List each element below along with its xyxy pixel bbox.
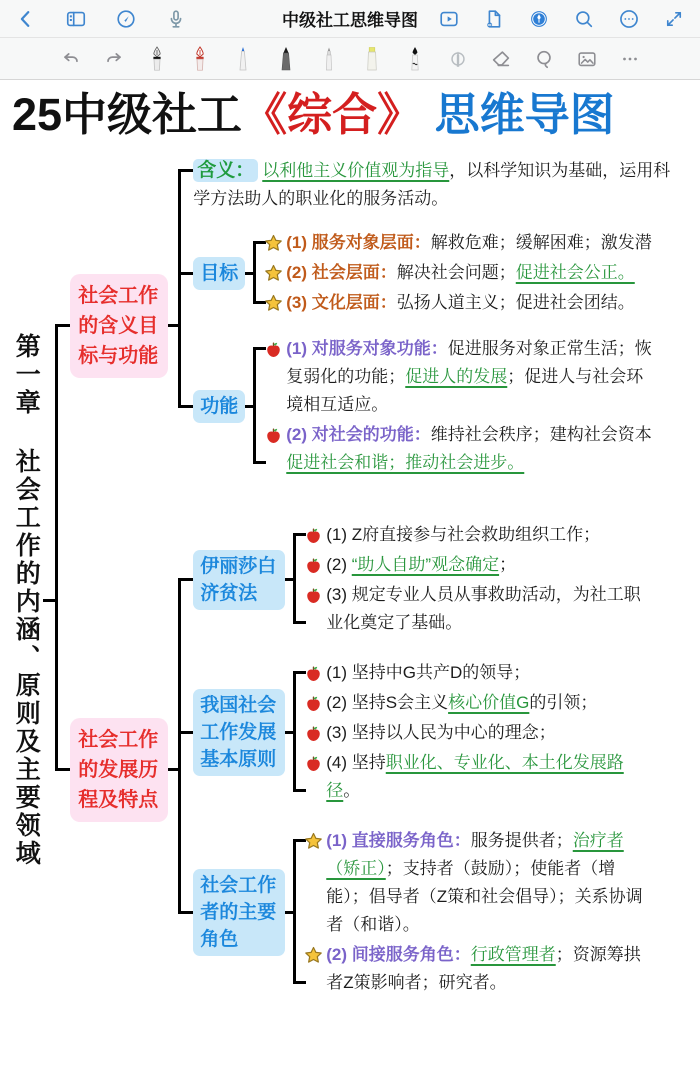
list-item (306, 521, 653, 549)
fountain-pen-red-icon[interactable] (188, 47, 212, 71)
bracket-line (178, 578, 181, 914)
ballpoint-pen-blue-icon[interactable] (231, 47, 255, 71)
text-segment: (3) 坚持以人民为中心的理念； (326, 722, 556, 742)
subtopic-node: 目标 (193, 257, 245, 290)
connector-tick (285, 578, 293, 581)
bracket-line (253, 241, 256, 304)
list-item (306, 551, 653, 579)
subtopic-node: 功能 (193, 390, 245, 423)
chapter-label: 第一章 社会工作的内涵、原则及主要领域 (12, 333, 41, 868)
text-segment: ；促进人与社会环境相互适应。 (286, 366, 644, 414)
pen-tools-toolbar (0, 38, 700, 80)
text-segment: (3) 文化层面： (286, 292, 397, 312)
page-thumbnails-icon[interactable] (64, 7, 88, 31)
bracket-line (293, 671, 296, 792)
text-segment: 服务提供者； (470, 830, 573, 850)
text-segment: 核心价值G (448, 692, 530, 712)
mindmap-group (70, 521, 685, 1019)
connector-tick (168, 324, 178, 327)
text-segment: 促进人的发展 (405, 366, 508, 386)
text-segment: (2) 坚持S会主义 (326, 692, 449, 712)
apple-icon (304, 754, 323, 773)
undo-icon[interactable] (59, 47, 83, 71)
subtopic-row (193, 521, 653, 639)
item-list (293, 827, 647, 999)
star-icon (264, 294, 283, 313)
list-item (266, 421, 657, 477)
text-segment: (1) 直接服务角色： (326, 830, 471, 850)
compass-icon[interactable] (114, 7, 138, 31)
top-toolbar (0, 0, 700, 38)
text-segment: 职业化、专业化、本土化发展路径 (326, 752, 624, 800)
connector-tick (245, 405, 253, 408)
subtopic-node: 社会工作者的主要角色 (193, 869, 285, 956)
text-segment: 弘扬人道主义；促进社会团结。 (396, 292, 635, 312)
text-segment: ；资源筹拱者Z策影响者；研究者。 (326, 944, 641, 992)
subtopic-row (193, 659, 653, 807)
group-branch (70, 157, 685, 495)
page-title-segment: 25中级社工 (12, 89, 243, 140)
text-segment: (1) 坚持中G共产D的领导； (326, 662, 531, 682)
item-list (253, 229, 657, 319)
topic-node: 社会工作的含义目标与功能 (70, 274, 168, 378)
page-title (0, 80, 700, 147)
text-segment: 行政管理者 (470, 944, 556, 964)
text-segment: (1) Z府直接参与社会救助组织工作； (326, 524, 601, 544)
star-icon (304, 832, 323, 851)
item-list (293, 659, 653, 807)
text-segment: (2) 对社会的功能： (286, 424, 431, 444)
page-title-segment: 《综合》 (242, 89, 423, 140)
microphone-icon[interactable] (164, 7, 188, 31)
text-segment: 维持社会秩序；建构社会资本 (430, 424, 652, 444)
item-list (293, 521, 653, 639)
text-segment: (2) 间接服务角色： (326, 944, 471, 964)
star-icon (304, 946, 323, 965)
toolbar-left-icons (14, 7, 188, 31)
page-title-segment: 思维导图 (422, 89, 615, 140)
list-item (306, 689, 653, 717)
export-document-icon[interactable] (482, 7, 506, 31)
text-segment: 促进社会公正。 (515, 262, 635, 282)
text-segment: (4) 坚持 (326, 752, 386, 772)
item-list (253, 335, 657, 479)
topic-children (178, 157, 685, 495)
list-item (266, 335, 657, 419)
lasso-icon[interactable] (532, 47, 556, 71)
subtopic-node: 我国社会工作发展基本原则 (193, 689, 285, 776)
bracket-line (293, 839, 296, 984)
topic-node: 社会工作的发展历程及特点 (70, 718, 168, 822)
list-item (306, 581, 653, 637)
apple-icon (304, 556, 323, 575)
text-segment: (3) 规定专业人员从事救助活动，为社工职业化奠定了基础。 (326, 584, 641, 632)
connector-tick (168, 768, 178, 771)
subtopic-branch (193, 521, 653, 639)
text-segment: ；支持者（鼓励）；使能者（增能）；倡导者（Z策和社会倡导）；关系协调者（和谐）。 (326, 858, 643, 934)
more-tools-icon[interactable] (618, 47, 642, 71)
list-item (266, 259, 657, 287)
apple-icon (264, 340, 283, 359)
subtopic-branch (193, 335, 685, 479)
subtopic-row (193, 335, 685, 479)
active-pen-tool-icon[interactable] (527, 7, 551, 31)
meaning-label: 含义： (193, 159, 258, 182)
text-segment: (1) 服务对象层面： (286, 232, 431, 252)
fineliner-gray-icon[interactable] (317, 47, 341, 71)
text-segment: 促进社会和谐；推动社会进步。 (286, 452, 525, 472)
bracket-line (293, 533, 296, 624)
text-segment: ，以科学知识为基础，运用科学方法助人的职业化的服务活动。 (193, 160, 671, 208)
apple-icon (264, 426, 283, 445)
subtopic-branch (193, 229, 685, 319)
text-segment: 促进服务对象正常生活；恢复弱化的功能； (286, 338, 652, 386)
text-segment: “助人自助”观念确定 (351, 554, 500, 574)
meaning-row (193, 157, 685, 213)
mindmap-root-branch (8, 157, 696, 1045)
text-segment: ； (499, 554, 517, 574)
list-item (306, 719, 653, 747)
text-segment: 的引领； (529, 692, 598, 712)
meaning-text (193, 157, 685, 213)
list-item (266, 289, 657, 317)
play-icon[interactable] (437, 7, 461, 31)
connector-tick (43, 599, 55, 602)
expand-icon[interactable] (662, 7, 686, 31)
list-item (306, 659, 653, 687)
topic-children (178, 521, 653, 1019)
eraser-icon[interactable] (489, 47, 513, 71)
mindmap (0, 147, 700, 1069)
apple-icon (304, 694, 323, 713)
text-segment: 解决社会问题； (396, 262, 516, 282)
bracket-line (178, 169, 181, 408)
connector-tick (245, 272, 253, 275)
apple-icon (304, 586, 323, 605)
subtopic-row (193, 827, 653, 999)
subtopic-row (193, 229, 685, 319)
apple-icon (304, 664, 323, 683)
back-chevron-icon[interactable] (14, 7, 38, 31)
toolbar-right-icons (437, 7, 686, 31)
mindmap-group (70, 157, 685, 495)
bracket-line (253, 347, 256, 464)
connector-tick (285, 911, 293, 914)
bracket-line (55, 324, 58, 771)
list-item (266, 229, 657, 257)
connector-tick (285, 731, 293, 734)
highlighter-yellow-icon[interactable] (360, 47, 384, 71)
list-item (306, 941, 647, 997)
marker-black-icon[interactable] (274, 47, 298, 71)
star-icon (264, 234, 283, 253)
search-icon[interactable] (572, 7, 596, 31)
insert-image-icon[interactable] (575, 47, 599, 71)
group-branch (70, 521, 685, 1019)
subtopic-branch (193, 659, 653, 807)
text-segment: 解救危难；缓解困难；激发潜 (430, 232, 652, 252)
text-segment: 。 (343, 780, 361, 800)
list-item (306, 749, 653, 805)
text-segment: 以利他主义价值观为指导 (262, 160, 450, 180)
pointer-tool-icon[interactable] (446, 47, 470, 71)
subtopic-node: 伊丽莎白济贫法 (193, 550, 285, 610)
more-options-icon[interactable] (617, 7, 641, 31)
redo-icon[interactable] (102, 47, 126, 71)
apple-icon (304, 724, 323, 743)
brush-pen-black-icon[interactable] (403, 47, 427, 71)
fountain-pen-black-icon[interactable] (145, 47, 169, 71)
apple-icon (304, 526, 323, 545)
star-icon (264, 264, 283, 283)
chapter-children (55, 157, 685, 1045)
text-segment: (2) (326, 554, 352, 574)
subtopic-branch (193, 827, 653, 999)
text-segment: (2) 社会层面： (286, 262, 397, 282)
list-item (306, 827, 647, 939)
document-title: 中级社工思维导图 (282, 11, 418, 30)
text-segment: (1) 对服务对象功能： (286, 338, 448, 358)
text-segment: 治疗者（矫正） (326, 830, 624, 878)
